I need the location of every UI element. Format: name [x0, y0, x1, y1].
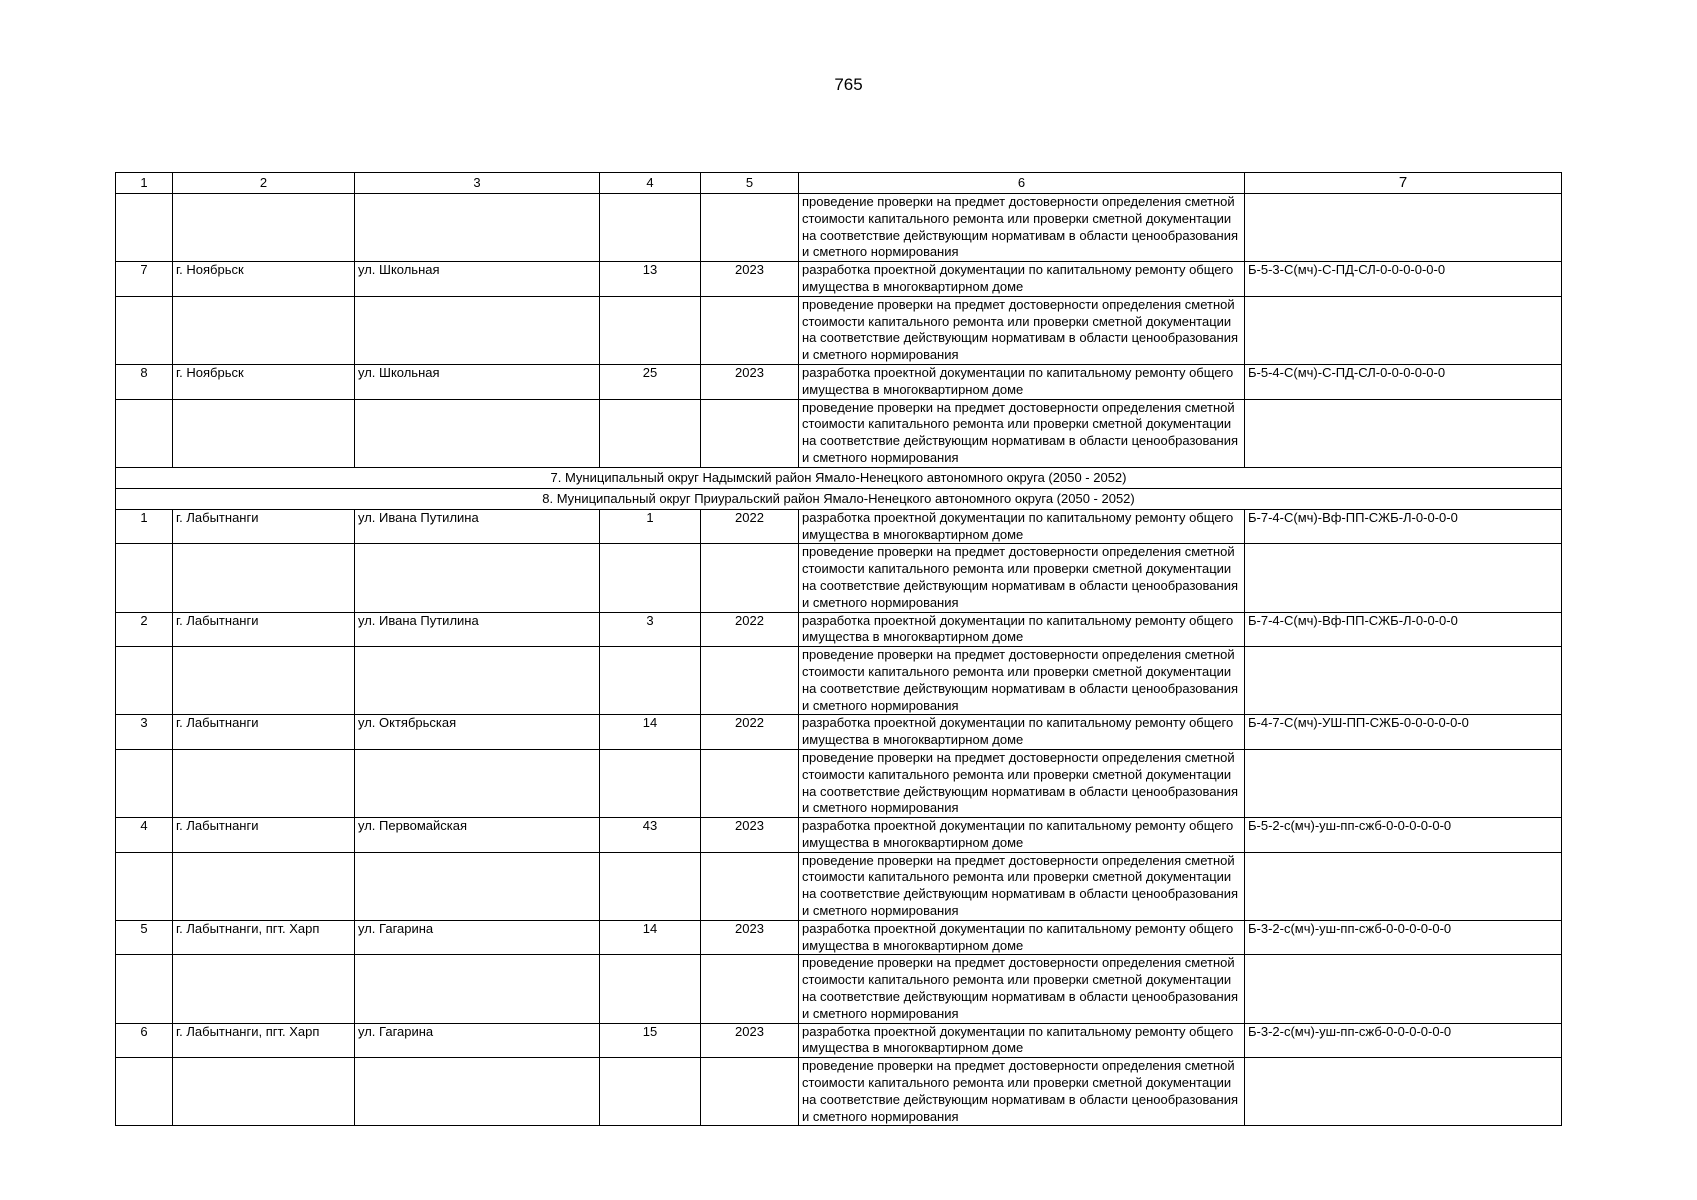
house-number-cell: 15	[600, 1023, 701, 1058]
work-type-cell: проведение проверки на предмет достоверности определения сметной стоимости капитального ремонта или проверки сметной документации на соответствие действующим нормативам в области ценообразования и сметного нормирования	[799, 296, 1245, 364]
empty-cell	[1245, 955, 1562, 1023]
empty-cell	[701, 544, 799, 612]
header-cell: 1	[116, 173, 173, 194]
page-number: 765	[834, 75, 863, 94]
table-subrow	[116, 852, 1562, 920]
empty-cell	[116, 647, 173, 715]
empty-cell	[173, 852, 355, 920]
table-row	[116, 1023, 1562, 1058]
row-number-cell: 7	[116, 262, 173, 297]
header-cell: 6	[799, 173, 1245, 194]
empty-cell	[173, 399, 355, 467]
table-row	[116, 262, 1562, 297]
empty-cell	[1245, 544, 1562, 612]
empty-cell	[1245, 749, 1562, 817]
street-cell: ул. Ивана Путилина	[355, 509, 600, 544]
table-row	[116, 364, 1562, 399]
city-cell: г. Лабытнанги, пгт. Харп	[173, 920, 355, 955]
empty-cell	[173, 749, 355, 817]
work-type-cell: разработка проектной документации по капитальному ремонту общего имущества в многоквартирном доме	[799, 818, 1245, 853]
empty-cell	[600, 296, 701, 364]
year-cell: 2022	[701, 612, 799, 647]
empty-cell	[701, 647, 799, 715]
table-subrow	[116, 749, 1562, 817]
repair-schedule-table	[115, 172, 1562, 1126]
city-cell: г. Ноябрьск	[173, 364, 355, 399]
empty-cell	[355, 647, 600, 715]
work-type-cell: разработка проектной документации по капитальному ремонту общего имущества в многоквартирном доме	[799, 715, 1245, 750]
empty-cell	[600, 955, 701, 1023]
work-type-cell: разработка проектной документации по капитальному ремонту общего имущества в многоквартирном доме	[799, 920, 1245, 955]
year-cell: 2023	[701, 920, 799, 955]
header-cell: 4	[600, 173, 701, 194]
empty-cell	[701, 749, 799, 817]
work-type-cell: проведение проверки на предмет достоверности определения сметной стоимости капитального ремонта или проверки сметной документации на соответствие действующим нормативам в области ценообразования и сметного нормирования	[799, 399, 1245, 467]
empty-cell	[355, 194, 600, 262]
empty-cell	[173, 647, 355, 715]
work-type-cell: проведение проверки на предмет достоверности определения сметной стоимости капитального ремонта или проверки сметной документации на соответствие действующим нормативам в области ценообразования и сметного нормирования	[799, 647, 1245, 715]
section-row	[116, 488, 1562, 509]
empty-cell	[701, 955, 799, 1023]
object-code-cell: Б-4-7-С(мч)-УШ-ПП-СЖБ-0-0-0-0-0-0	[1245, 715, 1562, 750]
object-code-cell: Б-7-4-С(мч)-Вф-ПП-СЖБ-Л-0-0-0-0	[1245, 509, 1562, 544]
work-type-cell: проведение проверки на предмет достоверности определения сметной стоимости капитального ремонта или проверки сметной документации на соответствие действующим нормативам в области ценообразования и сметного нормирования	[799, 1058, 1245, 1126]
empty-cell	[355, 1058, 600, 1126]
header-cell: 3	[355, 173, 600, 194]
object-code-cell: Б-3-2-с(мч)-уш-пп-сжб-0-0-0-0-0-0	[1245, 1023, 1562, 1058]
work-type-cell: проведение проверки на предмет достоверности определения сметной стоимости капитального ремонта или проверки сметной документации на соответствие действующим нормативам в области ценообразования и сметного нормирования	[799, 749, 1245, 817]
work-type-cell: проведение проверки на предмет достоверности определения сметной стоимости капитального ремонта или проверки сметной документации на соответствие действующим нормативам в области ценообразования и сметного нормирования	[799, 955, 1245, 1023]
house-number-cell: 14	[600, 920, 701, 955]
empty-cell	[701, 1058, 799, 1126]
empty-cell	[355, 296, 600, 364]
street-cell: ул. Первомайская	[355, 818, 600, 853]
work-type-cell: проведение проверки на предмет достоверности определения сметной стоимости капитального ремонта или проверки сметной документации на соответствие действующим нормативам в области ценообразования и сметного нормирования	[799, 852, 1245, 920]
empty-cell	[1245, 296, 1562, 364]
empty-cell	[173, 544, 355, 612]
empty-cell	[116, 1058, 173, 1126]
empty-cell	[116, 296, 173, 364]
header-cell: 5	[701, 173, 799, 194]
street-cell: ул. Ивана Путилина	[355, 612, 600, 647]
year-cell: 2023	[701, 1023, 799, 1058]
object-code-cell: Б-5-2-с(мч)-уш-пп-сжб-0-0-0-0-0-0	[1245, 818, 1562, 853]
section-title: 7. Муниципальный округ Надымский район Ямало-Ненецкого автономного округа (2050 - 2052)	[116, 467, 1562, 488]
empty-cell	[600, 399, 701, 467]
empty-cell	[600, 544, 701, 612]
row-number-cell: 5	[116, 920, 173, 955]
table-row	[116, 612, 1562, 647]
work-type-cell: разработка проектной документации по капитальному ремонту общего имущества в многоквартирном доме	[799, 1023, 1245, 1058]
year-cell: 2023	[701, 262, 799, 297]
street-cell: ул. Октябрьская	[355, 715, 600, 750]
table-body	[116, 173, 1562, 1126]
empty-cell	[116, 194, 173, 262]
house-number-cell: 14	[600, 715, 701, 750]
table-subrow	[116, 194, 1562, 262]
house-number-cell: 13	[600, 262, 701, 297]
empty-cell	[701, 399, 799, 467]
object-code-cell: Б-5-3-С(мч)-С-ПД-СЛ-0-0-0-0-0-0	[1245, 262, 1562, 297]
empty-cell	[600, 647, 701, 715]
table-subrow	[116, 1058, 1562, 1126]
empty-cell	[173, 1058, 355, 1126]
house-number-cell: 43	[600, 818, 701, 853]
empty-cell	[116, 955, 173, 1023]
empty-cell	[1245, 1058, 1562, 1126]
city-cell: г. Лабытнанги	[173, 612, 355, 647]
empty-cell	[701, 296, 799, 364]
work-type-cell: разработка проектной документации по капитальному ремонту общего имущества в многоквартирном доме	[799, 262, 1245, 297]
year-cell: 2023	[701, 364, 799, 399]
empty-cell	[355, 544, 600, 612]
header-cell: 2	[173, 173, 355, 194]
table-row	[116, 715, 1562, 750]
empty-cell	[600, 852, 701, 920]
city-cell: г. Лабытнанги, пгт. Харп	[173, 1023, 355, 1058]
row-number-cell: 2	[116, 612, 173, 647]
object-code-cell: Б-7-4-С(мч)-Вф-ПП-СЖБ-Л-0-0-0-0	[1245, 612, 1562, 647]
street-cell: ул. Гагарина	[355, 1023, 600, 1058]
table-row	[116, 818, 1562, 853]
empty-cell	[355, 399, 600, 467]
work-type-cell: проведение проверки на предмет достоверности определения сметной стоимости капитального ремонта или проверки сметной документации на соответствие действующим нормативам в области ценообразования и сметного нормирования	[799, 194, 1245, 262]
year-cell: 2023	[701, 818, 799, 853]
table-subrow	[116, 296, 1562, 364]
house-number-cell: 3	[600, 612, 701, 647]
city-cell: г. Ноябрьск	[173, 262, 355, 297]
year-cell: 2022	[701, 509, 799, 544]
city-cell: г. Лабытнанги	[173, 715, 355, 750]
city-cell: г. Лабытнанги	[173, 509, 355, 544]
table-subrow	[116, 955, 1562, 1023]
city-cell: г. Лабытнанги	[173, 818, 355, 853]
empty-cell	[116, 852, 173, 920]
object-code-cell: Б-3-2-с(мч)-уш-пп-сжб-0-0-0-0-0-0	[1245, 920, 1562, 955]
empty-cell	[600, 194, 701, 262]
column-number-header	[116, 173, 1562, 194]
object-code-cell: Б-5-4-С(мч)-С-ПД-СЛ-0-0-0-0-0-0	[1245, 364, 1562, 399]
empty-cell	[1245, 852, 1562, 920]
empty-cell	[1245, 399, 1562, 467]
empty-cell	[173, 296, 355, 364]
empty-cell	[1245, 194, 1562, 262]
section-title: 8. Муниципальный округ Приуральский район Ямало-Ненецкого автономного округа (2050 - 2052)	[116, 488, 1562, 509]
empty-cell	[600, 1058, 701, 1126]
work-type-cell: проведение проверки на предмет достоверности определения сметной стоимости капитального ремонта или проверки сметной документации на соответствие действующим нормативам в области ценообразования и сметного нормирования	[799, 544, 1245, 612]
table-subrow	[116, 647, 1562, 715]
work-type-cell: разработка проектной документации по капитальному ремонту общего имущества в многоквартирном доме	[799, 612, 1245, 647]
row-number-cell: 1	[116, 509, 173, 544]
empty-cell	[116, 749, 173, 817]
empty-cell	[600, 749, 701, 817]
empty-cell	[355, 955, 600, 1023]
table-row	[116, 509, 1562, 544]
empty-cell	[701, 852, 799, 920]
house-number-cell: 1	[600, 509, 701, 544]
row-number-cell: 4	[116, 818, 173, 853]
empty-cell	[116, 544, 173, 612]
row-number-cell: 3	[116, 715, 173, 750]
empty-cell	[173, 955, 355, 1023]
empty-cell	[173, 194, 355, 262]
work-type-cell: разработка проектной документации по капитальному ремонту общего имущества в многоквартирном доме	[799, 509, 1245, 544]
empty-cell	[1245, 647, 1562, 715]
row-number-cell: 8	[116, 364, 173, 399]
header-cell: 7	[1245, 173, 1562, 194]
empty-cell	[355, 852, 600, 920]
house-number-cell: 25	[600, 364, 701, 399]
empty-cell	[355, 749, 600, 817]
work-type-cell: разработка проектной документации по капитальному ремонту общего имущества в многоквартирном доме	[799, 364, 1245, 399]
section-row	[116, 467, 1562, 488]
table-row	[116, 920, 1562, 955]
table-subrow	[116, 399, 1562, 467]
row-number-cell: 6	[116, 1023, 173, 1058]
empty-cell	[701, 194, 799, 262]
empty-cell	[116, 399, 173, 467]
street-cell: ул. Школьная	[355, 364, 600, 399]
street-cell: ул. Гагарина	[355, 920, 600, 955]
street-cell: ул. Школьная	[355, 262, 600, 297]
table-subrow	[116, 544, 1562, 612]
year-cell: 2022	[701, 715, 799, 750]
